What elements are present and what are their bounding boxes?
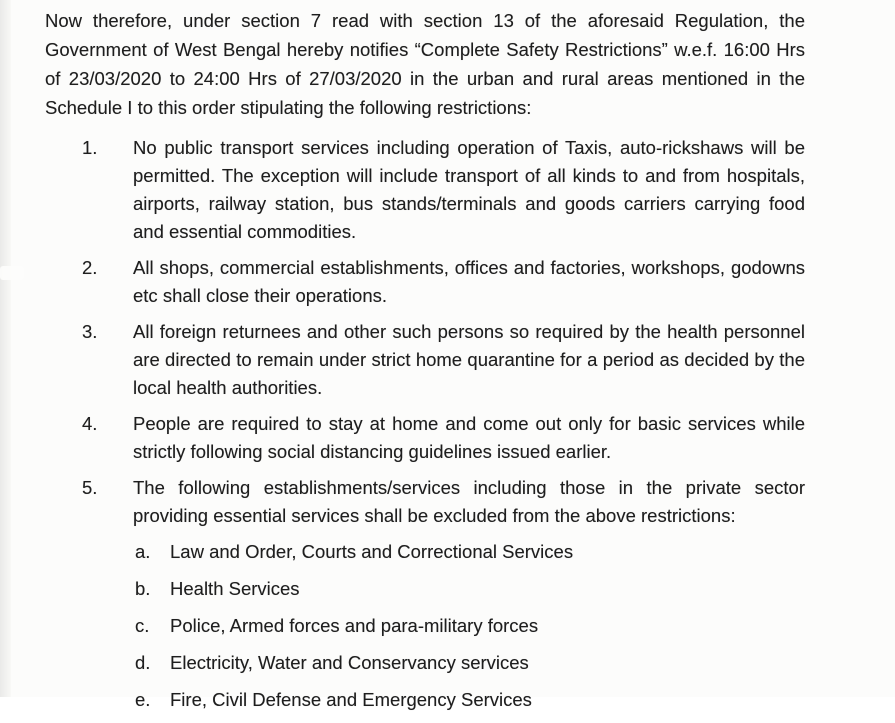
item-number: 3. (82, 321, 98, 342)
item-text: Health Services (170, 578, 300, 599)
lettered-list (135, 538, 805, 714)
item-text: All shops, commercial establishments, offices and factories, workshops, godowns etc shall close their operations. (133, 257, 805, 306)
numbered-item-4 (45, 410, 805, 466)
item-text: Police, Armed forces and para-military forces (170, 615, 539, 636)
item-text: No public transport services including operation of Taxis, auto-rickshaws will be permitted. The exception will include transport of all kinds to and from hospitals, airports, railway station, bus stands/terminals and goods carriers carrying food and essential commodities. (133, 137, 805, 242)
numbered-item-5 (45, 474, 805, 530)
item-letter: b. (135, 578, 151, 599)
numbered-list (45, 134, 805, 714)
numbered-item-1 (45, 134, 805, 246)
item-number: 4. (82, 413, 98, 434)
item-text: People are required to stay at home and come out only for basic services while strictly following social distancing guidelines issued earlier. (133, 413, 805, 462)
lettered-item-e (135, 686, 805, 714)
intro-paragraph: Now therefore, under section 7 read with section 13 of the aforesaid Regulation, the Government of West Bengal hereby notifies “Complete Safety Restrictions” w.e.f. 16:00 Hrs of 23/03/2020 to 24:00 Hrs of 27/03/2020 in the urban and rural areas mentioned in the Schedule I to this order stipulating the following restrictions: (45, 10, 805, 118)
lettered-item-a (135, 538, 805, 566)
item-letter: e. (135, 689, 151, 710)
item-letter: d. (135, 652, 151, 673)
lettered-item-c (135, 612, 805, 640)
scan-streak-artifact (0, 266, 24, 280)
item-text: All foreign returnees and other such persons so required by the health personnel are directed to remain under strict home quarantine for a period as decided by the local health authorities. (133, 321, 805, 398)
item-text: Fire, Civil Defense and Emergency Services (170, 689, 532, 710)
scan-edge-artifact (0, 0, 11, 697)
lettered-item-b (135, 575, 805, 603)
numbered-item-3 (45, 318, 805, 402)
lettered-item-d (135, 649, 805, 677)
document-content (45, 0, 805, 723)
item-number: 5. (82, 477, 98, 498)
item-letter: a. (135, 541, 151, 562)
item-text: The following establishments/services including those in the private sector providing essential services shall be excluded from the above restrictions: (133, 477, 805, 526)
item-text: Electricity, Water and Conservancy services (170, 652, 529, 673)
item-letter: c. (135, 615, 150, 636)
item-number: 1. (82, 137, 98, 158)
item-number: 2. (82, 257, 98, 278)
item-text: Law and Order, Courts and Correctional Services (170, 541, 574, 562)
numbered-item-2 (45, 254, 805, 310)
